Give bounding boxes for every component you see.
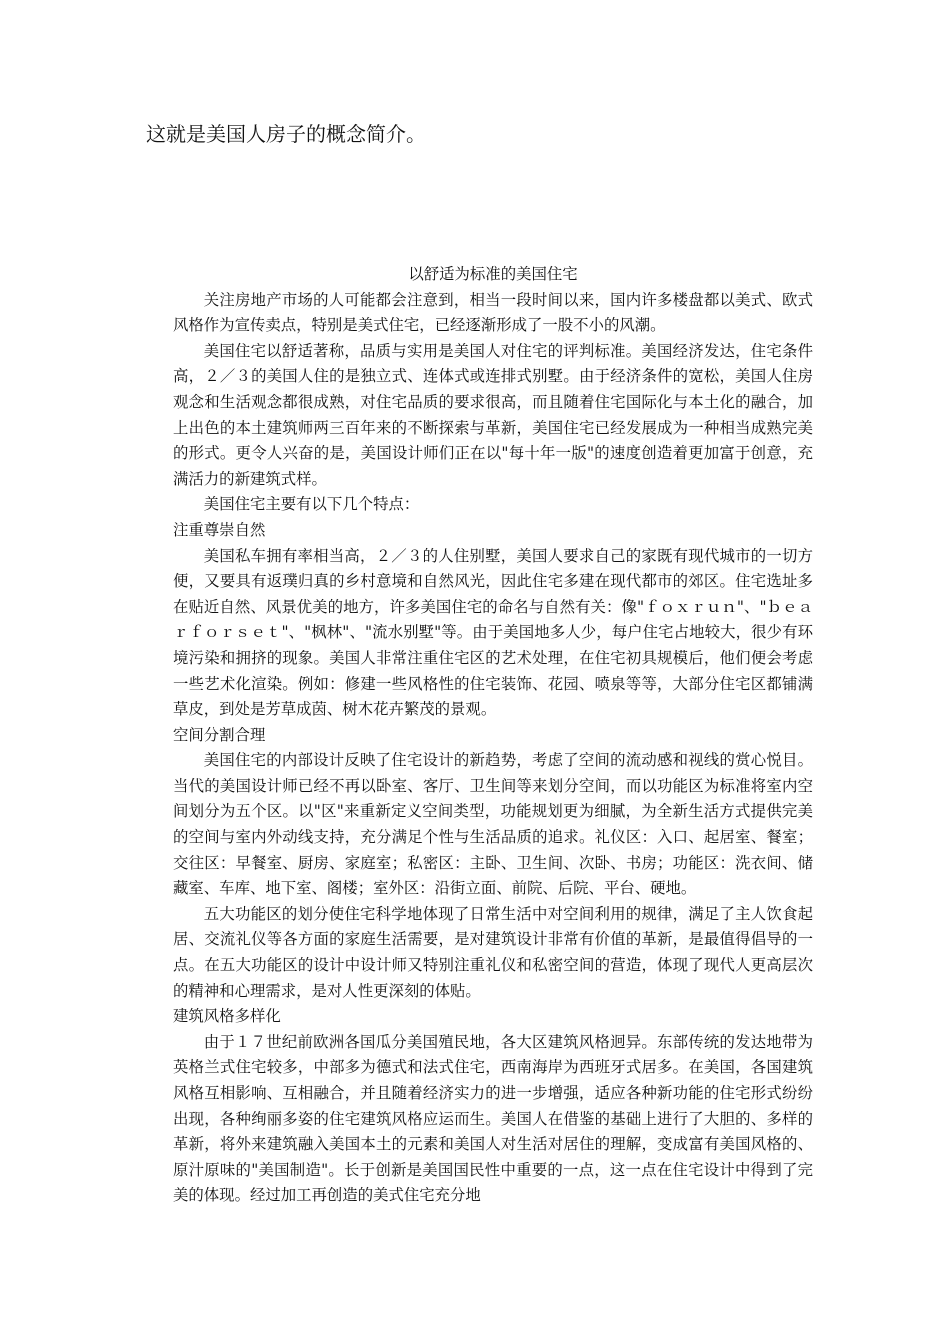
section-heading-style: 建筑风格多样化 — [173, 1007, 281, 1026]
article-title: 以舒适为标准的美国住宅 — [408, 265, 578, 283]
section-heading-space: 空间分割合理 — [173, 725, 266, 744]
paragraph-7: 由于１７世纪前欧洲各国瓜分美国殖民地，各大区建筑风格迥异。东部传统的发达地带为英格兰式住宅较多，中部多为德式和法式住宅，西南海岸为西班牙式居多。在美国，各国建筑风格互相影响、互相融合，并且随着经济实力的进一步增强，适应各种新功能的住宅形式纷纷出现，各种绚丽多姿的住宅建筑风格应运而生。美国人在借鉴的基础上进行了大胆的、多样的革新，将外来建筑融入美国本土的元素和美国人对生活对居住的理解，变成富有美国风格的、原汁原味的"美国制造"。长于创新是美国国民性中重要的一点，这一点在住宅设计中得到了完美的体现。经过加工再创造的美式住宅充分地 — [173, 1032, 813, 1205]
paragraph-1: 关注房地产市场的人可能都会注意到，相当一段时间以来，国内许多楼盘都以美式、欧式风格作为宣传卖点，特别是美式住宅，已经逐渐形成了一股不小的风潮。 — [173, 290, 813, 335]
paragraph-4: 美国私车拥有率相当高，２／３的人住别墅，美国人要求自己的家既有现代城市的一切方便，又要具有返璞归真的乡村意境和自然风光，因此住宅多建在现代都市的郊区。住宅选址多在贴近自然、风景优美的地方，许多美国住宅的命名与自然有关：像"ｆｏｘｒｕｎ"、"ｂｅａｒｆｏｒｓｅｔ"、"枫林"、"流水别墅"等。由于美国地多人少，每户住宅占地较大，很少有环境污染和拥挤的现象。美国人非常注重住宅区的艺术处理，在住宅初具规模后，他们便会考虑一些艺术化渲染。例如：修建一些风格性的住宅装饰、花园、喷泉等等，大部分住宅区都铺满草皮，到处是芳草成茵、树木花卉繁茂的景观。 — [173, 546, 813, 719]
paragraph-3: 美国住宅主要有以下几个特点： — [203, 495, 420, 514]
paragraph-2: 美国住宅以舒适著称，品质与实用是美国人对住宅的评判标准。美国经济发达，住宅条件高，２／３的美国人住的是独立式、连体式或连排式别墅。由于经济条件的宽松，美国人住房观念和生活观念都很成熟，对住宅品质的要求很高，而且随着住宅国际化与本土化的融合，加上出色的本土建筑师两三百年来的不断探索与革新，美国住宅已经发展成为一种相当成熟完美的形式。更令人兴奋的是，美国设计师们正在以"每十年一版"的速度创造着更加富于创意，充满活力的新建筑式样。 — [173, 341, 813, 488]
paragraph-5: 美国住宅的内部设计反映了住宅设计的新趋势，考虑了空间的流动感和视线的赏心悦目。当代的美国设计师已经不再以卧室、客厅、卫生间等来划分空间，而以功能区为标准将室内空间划分为五个区。以"区"来重新定义空间类型，功能规划更为细腻，为全新生活方式提供完美的空间与室内外动线支持，充分满足个性与生活品质的追求。礼仪区：入口、起居室、餐室；交往区：早餐室、厨房、家庭室；私密区：主卧、卫生间、次卧、书房；功能区：洗衣间、储藏室、车库、地下室、阁楼；室外区：沿街立面、前院、后院、平台、硬地。 — [173, 751, 813, 898]
paragraph-6: 五大功能区的划分使住宅科学地体现了日常生活中对空间利用的规律，满足了主人饮食起居、交流礼仪等各方面的家庭生活需要，是对建筑设计非常有价值的革新，是最值得倡导的一点。在五大功能区的设计中设计师又特别注重礼仪和私密空间的营造，体现了现代人更高层次的精神和心理需求，是对人性更深刻的体贴。 — [173, 904, 813, 1000]
section-heading-nature: 注重尊崇自然 — [173, 520, 266, 539]
intro-line: 这就是美国人房子的概念简介。 — [146, 122, 426, 146]
article — [173, 262, 813, 1209]
